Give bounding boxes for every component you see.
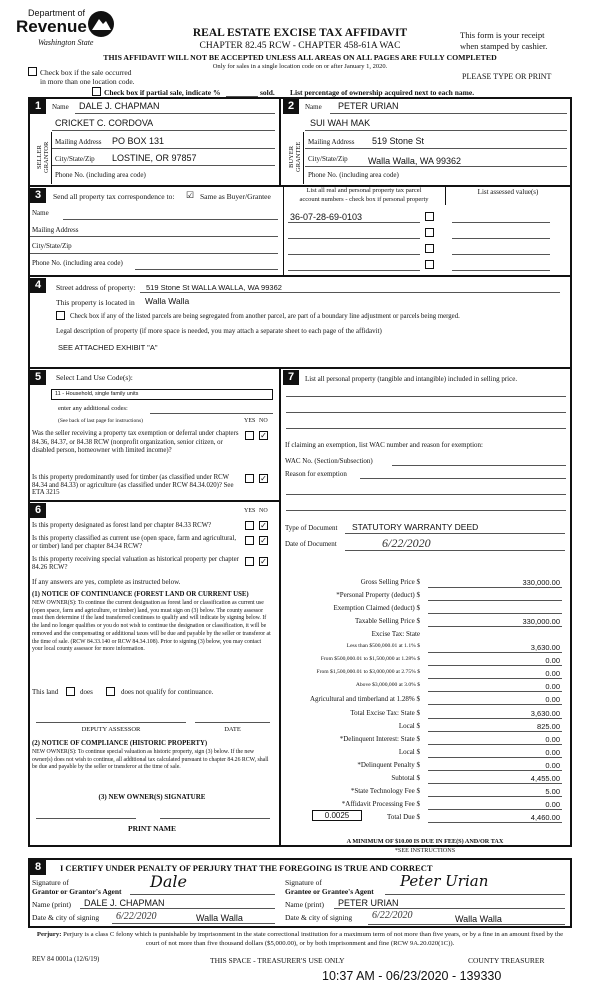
- assessor-date-label: DATE: [224, 726, 241, 733]
- buyer-mailing[interactable]: 519 Stone St: [372, 136, 425, 146]
- section-8-number: 8: [30, 860, 46, 875]
- calc-value[interactable]: 0.00: [545, 800, 560, 809]
- revenue-logo: [16, 8, 126, 53]
- calc-value[interactable]: 4,455.00: [530, 774, 560, 783]
- any-yes-note: If any answers are yes, complete as instructed below.: [32, 578, 181, 586]
- grantor-sig-label-1: Signature of: [32, 878, 69, 887]
- s6-q2-no[interactable]: ✓: [260, 536, 267, 545]
- legal-label: Legal description of property (if more space is needed, you may attach a separate sheet to each page of the affidavit): [56, 327, 382, 335]
- seller-mailing[interactable]: PO BOX 131: [112, 136, 165, 146]
- assessed-header: List assessed value(s): [477, 188, 539, 196]
- s2-phone-label: Phone No. (including area code): [308, 171, 399, 179]
- calc-value[interactable]: 825.00: [537, 722, 560, 731]
- calc-value[interactable]: 0.00: [545, 735, 560, 744]
- certify-statement: I CERTIFY UNDER PENALTY OF PERJURY THAT THE FOREGOING IS TRUE AND CORRECT: [60, 863, 433, 873]
- s3-same-label: Same as Buyer/Grantee: [200, 192, 271, 201]
- type-or-print: PLEASE TYPE OR PRINT: [462, 72, 552, 81]
- calc-value[interactable]: 4,460.00: [530, 813, 560, 822]
- calc-underline: [428, 770, 562, 771]
- parcel-number[interactable]: 36-07-28-69-0103: [290, 212, 363, 222]
- county-treasurer: COUNTY TREASURER: [468, 956, 545, 965]
- segregated-checkbox[interactable]: [56, 311, 65, 320]
- calc-label: Total Due $: [387, 813, 420, 821]
- calc-underline: [428, 665, 562, 666]
- s5-q1-no[interactable]: ✓: [260, 431, 267, 440]
- grantor-date[interactable]: 6/22/2020: [116, 911, 157, 922]
- calc-underline: [428, 626, 562, 627]
- partial-sale-checkbox[interactable]: [92, 87, 101, 96]
- same-as-buyer-checkbox[interactable]: ☑: [186, 190, 195, 200]
- section-1-number: 1: [30, 99, 46, 114]
- section-5-number: 5: [30, 370, 46, 385]
- s5-q1: Was the seller receiving a property tax exemption or deferral under chapters 84.36, 84.37, or 84.38 RCW (nonprofit organization, senior citizen, or disabled person, homeowner with limited income)?: [32, 430, 239, 454]
- ownership-note: List percentage of ownership acquired next to each name.: [290, 88, 475, 97]
- multi-location-label-1: Check box if the sale occurred: [40, 68, 132, 77]
- s6-q1-no[interactable]: ✓: [260, 521, 267, 530]
- calc-value[interactable]: 0.00: [545, 682, 560, 691]
- grantor-name-label: Name (print): [32, 900, 71, 909]
- partial-sale-sold: sold.: [260, 88, 275, 97]
- section-4-number: 4: [30, 278, 46, 293]
- s6-q3: Is this property receiving special valuation as historical property per chapter 84.26 RCW?: [32, 556, 239, 571]
- local-rate-box[interactable]: [312, 810, 362, 821]
- new-owner-signature-label: (3) NEW OWNER(S) SIGNATURE: [98, 793, 206, 801]
- partial-sale-label: Check box if partial sale, indicate %: [104, 88, 221, 97]
- s1-city-label: City/State/Zip: [55, 155, 95, 163]
- section-3-number: 3: [30, 188, 46, 203]
- logo-revenue: Revenue: [16, 17, 87, 36]
- grantee-city[interactable]: Walla Walla: [455, 914, 502, 924]
- calc-underline: [428, 783, 562, 784]
- calc-value[interactable]: 0.00: [545, 669, 560, 678]
- calc-label: Exemption Claimed (deduct) $: [333, 604, 420, 612]
- located-city[interactable]: Walla Walla: [145, 296, 190, 306]
- calc-underline: [428, 731, 562, 732]
- calc-value[interactable]: 0.00: [545, 695, 560, 704]
- print-name-label: PRINT NAME: [128, 824, 176, 833]
- calc-value[interactable]: 3,630.00: [530, 709, 560, 718]
- grantee-signature[interactable]: Peter Urian: [400, 872, 489, 890]
- street-label: Street address of property:: [56, 283, 136, 292]
- form-chapter: CHAPTER 82.45 RCW - CHAPTER 458-61A WAC: [199, 41, 401, 51]
- see-back-note: (See back of last page for instructions): [58, 418, 143, 424]
- s5-yes-header: YES: [244, 418, 256, 424]
- calc-underline: [428, 757, 562, 758]
- does-label: does: [80, 688, 93, 696]
- calc-underline: [428, 613, 562, 614]
- rev-number: REV 84 0001a (12/6/19): [32, 956, 100, 963]
- receipt-note-2: when stamped by cashier.: [460, 41, 548, 51]
- s3-phone-label: Phone No. (including area code): [32, 259, 123, 267]
- s3-mail-label: Mailing Address: [32, 226, 79, 234]
- notice2-title: (2) NOTICE OF COMPLIANCE (HISTORIC PROPERTY): [32, 740, 208, 747]
- calc-underline: [428, 704, 562, 705]
- seller-grantor-label: SELLER GRANTOR: [36, 141, 50, 173]
- multi-location-label-2: in more than one location code.: [40, 77, 135, 86]
- s3-city-label: City/State/Zip: [32, 242, 72, 250]
- parcel-header-1: List all real and personal property tax parcel: [306, 187, 422, 194]
- calc-value[interactable]: 5.00: [545, 787, 560, 796]
- segregated-label: Check box if any of the listed parcels are being segregated from another parcel, are part of a boundary line adjustment or parcels being merged.: [70, 313, 460, 320]
- grantor-date-city-label: Date & city of signing: [32, 913, 100, 922]
- logo-state: Washington State: [38, 38, 94, 47]
- notice1-title: (1) NOTICE OF CONTINUANCE (FOREST LAND OR CURRENT USE): [32, 591, 249, 598]
- grantee-date-city-label: Date & city of signing: [285, 913, 353, 922]
- calc-label: *Delinquent Interest: State $: [339, 735, 420, 743]
- calc-label: Total Excise Tax: State $: [350, 709, 420, 717]
- calc-label: Gross Selling Price $: [360, 578, 420, 586]
- grantor-signature[interactable]: Dale: [150, 872, 187, 891]
- perjury-label: Perjury:: [36, 931, 62, 938]
- reason-label: Reason for exemption: [285, 470, 347, 478]
- calc-underline: [428, 600, 562, 601]
- calc-label: Local $: [398, 722, 420, 730]
- grantor-name[interactable]: DALE J. CHAPMAN: [84, 898, 165, 908]
- receipt-note-1: This form is your receipt: [460, 30, 545, 40]
- perjury-text: [32, 931, 568, 948]
- calc-label: Agricultural and timberland at 1.28% $: [309, 695, 420, 703]
- local-rate-value: 0.0025: [324, 811, 350, 820]
- doc-type-label: Type of Document: [285, 524, 338, 532]
- land-use-label: Select Land Use Code(s):: [56, 373, 133, 382]
- calc-value[interactable]: 0.00: [545, 748, 560, 757]
- wa-mountain-icon: [86, 10, 116, 38]
- grantee-sig-label-1: Signature of: [285, 878, 322, 887]
- does-not-checkbox[interactable]: [106, 687, 115, 696]
- notice1-body: NEW OWNER(S): To continue the current designation as forest land or classification as current use (open space, farm and agriculture, or timber) land, you must sign on (3) below. The county assessor must then determine if the land transferred continues to qualify and will indicate by signing below. If the land no longer qualifies or you do not wish to continue the designation or classification, it will be removed and the compensating or additional taxes will be due and payable by the seller or transferor at the time of sale. (RCW 84.33.140 or RCW 84.34.108). Prior to signing (3) below, you may contact your local county assessor for more information.: [32, 600, 271, 653]
- s1-mail-label: Mailing Address: [55, 138, 102, 146]
- exemption-label: If claiming an exemption, list WAC number and reason for exemption:: [285, 441, 483, 449]
- s5-q2-no[interactable]: ✓: [260, 474, 267, 483]
- buyer-name-2[interactable]: SUI WAH MAK: [310, 118, 371, 128]
- calc-value[interactable]: 0.00: [545, 761, 560, 770]
- located-label: This property is located in: [56, 298, 135, 307]
- recording-stamp: 10:37 AM - 06/23/2020 - 139330: [322, 969, 502, 983]
- logo-dept: Department of: [28, 8, 86, 18]
- treasurer-space: THIS SPACE - TREASURER'S USE ONLY: [210, 956, 345, 965]
- seller-name-1[interactable]: DALE J. CHAPMAN: [79, 101, 160, 111]
- parcel-header-2: account numbers - check box if personal property: [299, 196, 429, 203]
- seller-city[interactable]: LOSTINE, OR 97857: [112, 153, 197, 163]
- s5-q1-yes[interactable]: [245, 431, 254, 440]
- legal-description[interactable]: SEE ATTACHED EXHIBIT "A": [58, 343, 158, 352]
- calc-label: Local $: [398, 748, 420, 756]
- calc-underline: [428, 822, 562, 823]
- perjury-body: Perjury is a class C felony which is punishable by imprisonment in the state correctional institution for a maximum term of not more than five years, or by a fine in an amount fixed by the court of not more than five thousand dollars ($5,000.00), or by both imprisonment and fine (RCW 9A.20.020(1C)).: [63, 931, 564, 947]
- grantee-name[interactable]: PETER URIAN: [338, 898, 399, 908]
- personal-property-label: List all personal property (tangible and intangible) included in selling price.: [305, 375, 518, 383]
- s6-q2: Is this property classified as current use (open space, farm and agricultural, or timber) land per chapter 84.34 RCW?: [32, 535, 237, 550]
- s3-send-label: Send all property tax correspondence to:: [53, 192, 175, 201]
- see-instructions: *SEE INSTRUCTIONS: [394, 847, 456, 854]
- parcel-personal-checkbox-1[interactable]: [425, 212, 434, 221]
- s5-q2: Is this property predominantly used for timber (as classified under RCW 84.34 and 84.33) or agriculture (as classified under RCW 84.34.020)? See ETA 3215: [32, 474, 234, 496]
- parcel-personal-checkbox-4[interactable]: [425, 260, 434, 269]
- s5-no-header: NO: [259, 418, 268, 424]
- calc-value[interactable]: 330,000.00: [522, 617, 560, 626]
- doc-type-value[interactable]: STATUTORY WARRANTY DEED: [352, 522, 479, 532]
- s1-name-label: Name: [52, 103, 69, 111]
- grantee-date[interactable]: 6/22/2020: [372, 910, 413, 921]
- section-7-number: 7: [283, 370, 299, 385]
- wac-label: WAC No. (Section/Subsection): [285, 457, 373, 465]
- calc-label: Excise Tax: State: [371, 630, 420, 638]
- buyer-grantee-label: BUYER GRANTEE: [288, 141, 302, 173]
- additional-codes-label: enter any additional codes:: [58, 405, 128, 412]
- calc-underline: [428, 744, 562, 745]
- street-address[interactable]: 519 Stone St WALLA WALLA, WA 99362: [146, 283, 282, 292]
- calc-underline: [428, 691, 562, 692]
- calc-label: Taxable Selling Price $: [354, 617, 420, 625]
- grantor-city[interactable]: Walla Walla: [196, 913, 243, 923]
- seller-name-2[interactable]: CRICKET C. CORDOVA: [55, 118, 154, 128]
- calc-underline: [428, 718, 562, 719]
- calc-underline: [428, 809, 562, 810]
- calc-underline: [428, 587, 562, 588]
- calc-label: *Affidavit Processing Fee $: [341, 800, 420, 808]
- doc-date-label: Date of Document: [285, 540, 337, 548]
- s6-q2-yes[interactable]: [245, 536, 254, 545]
- form-warning: THIS AFFIDAVIT WILL NOT BE ACCEPTED UNLESS ALL AREAS ON ALL PAGES ARE FULLY COMPLETED: [103, 53, 497, 62]
- notice2-body: NEW OWNER(S): To continue special valuation as historic property, sign (3) below. If the new owner(s) does not wish to continue, all additional tax calculated pursuant to chapter 84.26 RCW, shall be due and payable by the seller or transferor at the time of sale.: [32, 749, 269, 771]
- this-land-label: This land: [32, 688, 59, 696]
- multi-location-checkbox[interactable]: [28, 67, 37, 76]
- buyer-city[interactable]: Walla Walla, WA 99362: [368, 156, 462, 166]
- s6-q1-yes[interactable]: [245, 521, 254, 530]
- section-2-number: 2: [283, 99, 299, 114]
- grantee-sig-label-2: Grantee or Grantee's Agent: [285, 887, 374, 896]
- calc-label: From $1,500,000.01 to $3,000,000 at 2.75% $: [316, 669, 420, 675]
- calc-label: *Delinquent Penalty $: [357, 761, 420, 769]
- calc-value[interactable]: 3,630.00: [530, 643, 560, 652]
- s6-yes-header: YES: [244, 508, 256, 514]
- calc-underline: [428, 796, 562, 797]
- s6-q3-no[interactable]: ✓: [260, 557, 267, 566]
- calc-label: *State Technology Fee $: [350, 787, 420, 795]
- s6-no-header: NO: [259, 508, 268, 514]
- calc-underline: [428, 652, 562, 653]
- section-6-number: 6: [30, 503, 46, 518]
- land-use-code[interactable]: [51, 389, 273, 400]
- calc-label: Less than $500,000.01 at 1.1% $: [346, 643, 420, 649]
- s1-phone-label: Phone No. (including area code): [55, 171, 146, 179]
- s5-q2-yes[interactable]: [245, 474, 254, 483]
- s3-name-label: Name: [32, 209, 49, 217]
- form-only: Only for sales in a single location code on or after January 1, 2020.: [212, 63, 388, 70]
- s6-q3-yes[interactable]: [245, 557, 254, 566]
- grantor-sig-label-2: Grantor or Grantor's Agent: [32, 887, 122, 896]
- deputy-assessor-label: DEPUTY ASSESSOR: [81, 726, 141, 733]
- calc-value[interactable]: 330,000.00: [522, 578, 560, 587]
- minimum-note: A MINIMUM OF $10.00 IS DUE IN FEE(S) AND/OR TAX: [346, 838, 504, 845]
- does-checkbox[interactable]: [66, 687, 75, 696]
- does-not-label: does not qualify for continuance.: [121, 688, 214, 696]
- land-use-code-value: 11 - Household, single family units: [55, 391, 139, 397]
- s2-name-label: Name: [305, 103, 322, 111]
- s2-mail-label: Mailing Address: [308, 138, 355, 146]
- calc-label: *Personal Property (deduct) $: [336, 591, 420, 599]
- parcel-personal-checkbox-3[interactable]: [425, 244, 434, 253]
- s6-q1: Is this property designated as forest land per chapter 84.33 RCW?: [32, 522, 212, 529]
- calc-value[interactable]: 0.00: [545, 656, 560, 665]
- calc-label: From $500,000.01 to $1,500,000 at 1.28% $: [320, 656, 420, 662]
- calc-label: Above $3,000,000 at 3.0% $: [355, 682, 420, 688]
- calc-underline: [428, 678, 562, 679]
- grantee-name-label: Name (print): [285, 900, 324, 909]
- doc-date-value[interactable]: 6/22/2020: [382, 536, 431, 550]
- form-title: REAL ESTATE EXCISE TAX AFFIDAVIT: [192, 27, 408, 39]
- s2-city-label: City/State/Zip: [308, 155, 348, 163]
- calc-label: Subtotal $: [391, 774, 420, 782]
- parcel-personal-checkbox-2[interactable]: [425, 228, 434, 237]
- buyer-name-1[interactable]: PETER URIAN: [338, 101, 399, 111]
